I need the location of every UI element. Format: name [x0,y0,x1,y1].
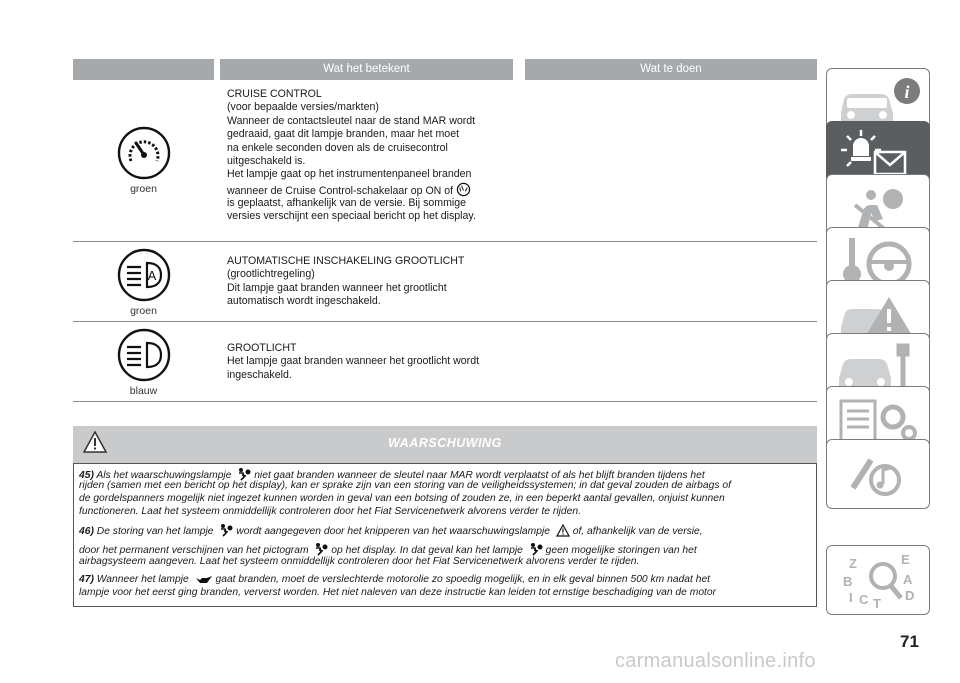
description-line: wanneer de Cruise Control-schakelaar op ON of [227,184,454,197]
description-line: Dit lampje gaat branden wanneer het grootlicht [227,281,447,294]
icon-color-label: groen [130,183,157,195]
svg-text:I: I [849,590,853,605]
note-text: of, afhankelijk van de versie, [572,526,703,537]
note-text: door het permanent verschijnen van het pictogram [79,545,309,556]
row-separator [73,321,817,322]
warning-note-46-line [79,523,815,539]
description-line: GROOTLICHT [227,342,297,354]
description-line: versies verschijnt een speciaal bericht op het display. [227,210,476,223]
airbag-warning-icon [219,523,233,537]
note-text: Als het waarschuwingslampje [96,470,232,481]
note-number: 47) [79,574,94,585]
tab-index[interactable] [826,545,930,615]
airbag-warning-icon [314,542,328,556]
svg-text:Z: Z [849,556,857,571]
table-header-meaning: Wat het betekent [220,59,513,80]
note-text: geen mogelijke storingen van het [545,545,697,556]
note-text: niet gaat branden wanneer de sleutel naar MAR wordt verplaatst of als het blijft branden tijdens het [254,470,705,481]
watermark: carmanualsonline.info [615,650,816,672]
description-line: AUTOMATISCHE INSCHAKELING GROOTLICHT [227,255,465,267]
svg-text:B: B [843,574,853,589]
oil-can-icon [195,575,213,585]
row-separator [73,241,817,242]
description-line-with-icon [227,182,517,197]
note-number: 46) [79,526,94,537]
svg-text:A: A [147,268,156,283]
tab-multimedia[interactable] [826,439,930,509]
svg-text:C: C [859,592,869,607]
note-text: wordt aangegeven door het knipperen van het waarschuwingslampje [236,526,550,537]
description-line: Het lampje gaat branden wanneer het grootlicht wordt [227,355,480,368]
description-line: is geplaatst, afhankelijk van de versie. Bij sommige [227,196,467,209]
table-row-auto-beam-icon-cell [73,247,214,317]
index-icon [827,546,929,614]
svg-text:A: A [903,572,913,587]
description-line: Het lampje gaat op het instrumentenpaneel branden [227,168,472,181]
description-line: (grootlichtregeling) [227,268,315,281]
warning-header [73,426,817,463]
warning-note-line: lampje voor het eerst ging branden, ververst worden. Het niet naleven van deze instructie kan leiden tot ernstige beschadiging van de motor [79,587,717,598]
airbag-warning-icon [237,467,251,481]
description-line: gedraaid, gaat dit lampje branden, maar het moet [227,128,460,141]
description-line: automatisch wordt ingeschakeld. [227,295,381,308]
row-auto-beam-description [227,255,517,309]
cruise-control-gauge-icon [116,125,172,181]
note-number: 45) [79,470,94,481]
row-separator [73,401,817,402]
warning-note-47-line [79,574,815,587]
note-text: De storing van het lampje [96,526,214,537]
icon-color-label: blauw [129,385,158,397]
warning-note-line: rijden (samen met een bericht op het display), kan er sprake zijn van een storing van de veiligheidssystemen; in dat geval zouden de airbags of [79,480,731,491]
description-line: uitgeschakeld is. [227,155,306,168]
table-row-cruise-icon-cell [73,125,214,195]
table-header-blank [73,59,214,80]
note-text: Wanneer het lampje [96,574,189,585]
svg-text:i: i [904,82,910,102]
svg-text:T: T [873,596,881,611]
svg-text:E: E [901,552,910,567]
auto-headlight-icon [116,247,172,303]
multimedia-icon [827,440,929,508]
description-line: Wanneer de contactsleutel naar de stand MAR wordt [227,114,476,127]
table-row-high-beam-icon-cell [73,327,214,397]
note-text: gaat branden, moet de verslechterde motorolie zo spoedig mogelijk, en in elk geval binnen 500 km nadat het [215,574,711,585]
icon-color-label: groen [130,305,157,317]
svg-text:D: D [905,588,915,603]
cruise-gauge-small-icon [456,182,471,197]
table-header-todo: Wat te doen [525,59,817,80]
warning-note-line: functioneren. Laat het systeem onmiddellijk controleren door het Fiat Servicenetwerk alvorens verder te rijden. [79,506,581,517]
description-line: (voor bepaalde versies/markten) [227,101,379,114]
warning-note-line: airbagsysteem aangeven. Laat het systeem onmiddellijk controleren door het Fiat Servicenetwerk alvorens verder te rijden. [79,556,640,567]
note-text: op het display. In dat geval kan het lampje [331,545,523,556]
warning-note-line: de gordelspanners mogelijk niet ingezet kunnen worden in geval van een botsing of zouden ze, in een beperkt aantal gevallen, onjuist kunnen [79,493,725,504]
description-line: na enkele seconden doven als de cruisecontrol [227,141,448,154]
row-high-beam-description [227,342,517,382]
row-cruise-description [227,88,517,224]
warning-title: WAARSCHUWING [388,436,502,450]
description-line: CRUISE CONTROL [227,88,322,100]
description-line: ingeschakeld. [227,368,292,381]
general-warning-icon [556,524,570,537]
page-number: 71 [900,632,919,651]
high-beam-icon [116,327,172,383]
airbag-warning-icon [529,542,543,556]
